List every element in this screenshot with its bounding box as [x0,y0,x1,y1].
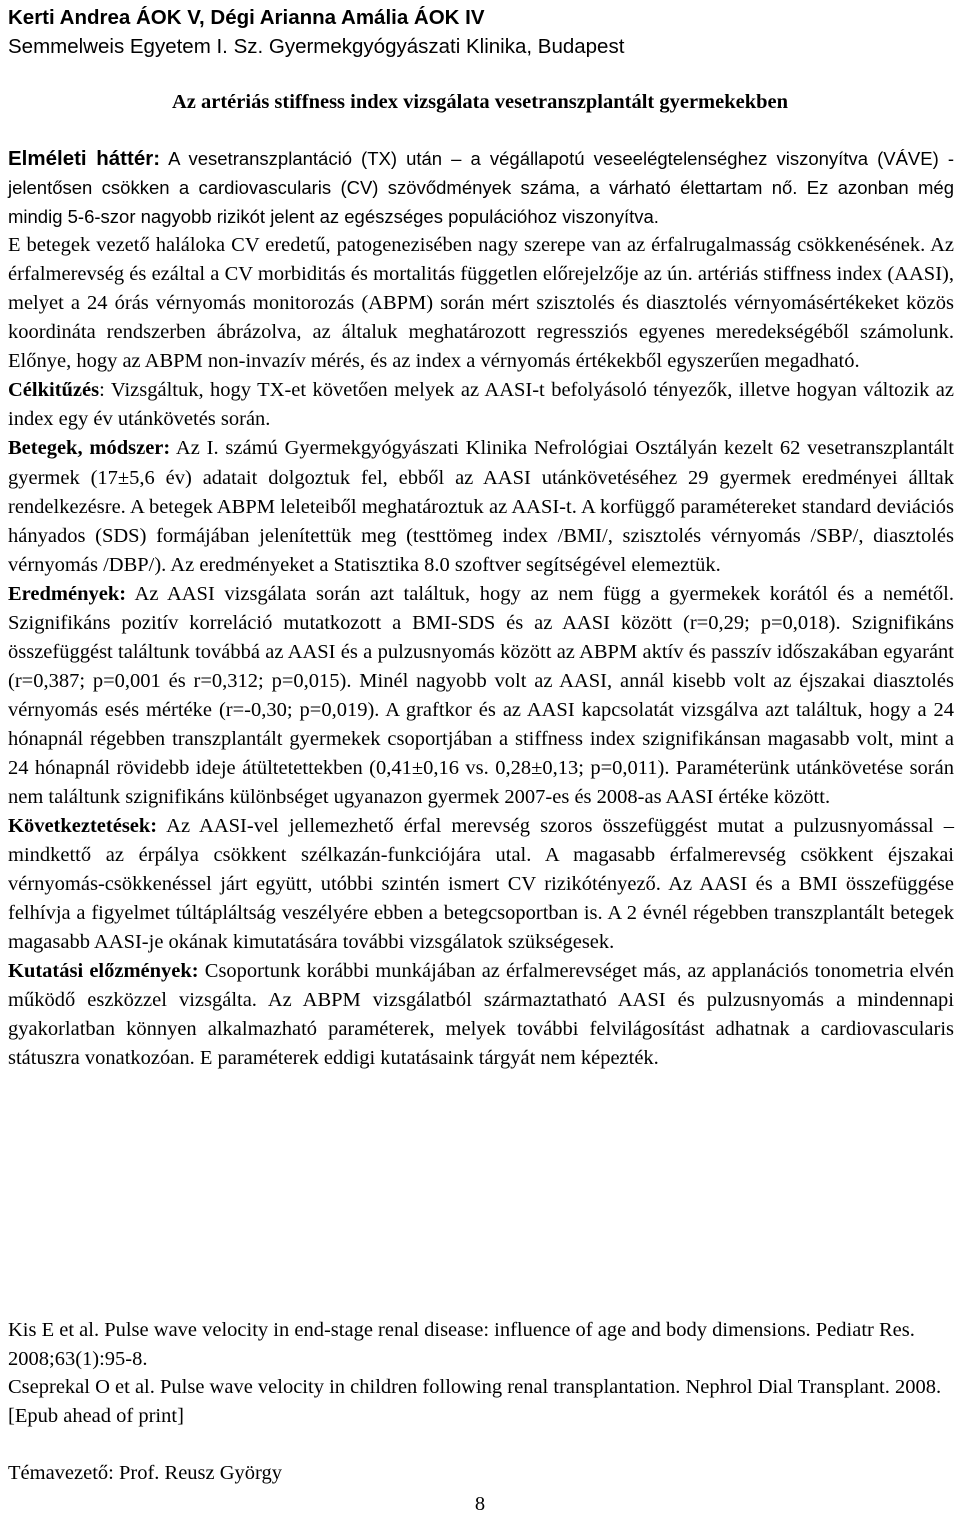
aims-label: Célkitűzés [8,379,100,402]
conclusions-label: Következtetések: [8,815,158,838]
aims-paragraph [8,376,954,434]
page-title: Az artériás stiffness index vizsgálata vesetranszplantált gyermekekben [171,91,789,113]
affiliation: Semmelweis Egyetem I. Sz. Gyermekgyógyászati Klinika, Budapest [8,35,625,58]
background-paragraph [8,144,954,231]
header [8,3,948,61]
background-continued-paragraph [8,231,954,376]
prior-research-label: Kutatási előzmények: [8,960,199,983]
background-text: A vesetranszplantáció (TX) után – a végállapotú veseelégtelenséghez viszonyítva (VÁVE) - jelentősen csökken a cardiovascularis (CV) szövődmények száma, a várható élettartam nő. Ez azonban még mindig 5-6-szor nagyobb rizikót jelent az egészséges populációhoz viszonyítva. [8,148,954,228]
methods-label: Betegek, módszer: [8,437,171,460]
background-label: Elméleti háttér: [8,147,161,170]
supervisor: Témavezető: Prof. Reusz György [8,1462,283,1484]
results-label: Eredmények: [8,582,127,605]
page-number: 8 [474,1493,486,1515]
prior-research-paragraph [8,957,954,1073]
reference-item: Kis E et al. Pulse wave velocity in end-stage renal disease: influence of age and body dimensions. Pediatr Res. 2008;63(1):95-8. [8,1319,915,1370]
background-continued-text: E betegek vezető haláloka CV eredetű, patogenezisében nagy szerepe van az érfalrugalmasság csökkenésének. Az érfalmerevség és ezáltal a CV morbiditás és mortalitás független előrejelzője az ún. artériás stiffness index (AASI), melyet a 24 órás vérnyomás monitorozás (ABPM) során mért szisztolés és diasztolés vérnyomásértékeket közös koordináta rendszerben ábrázolva, az általuk meghatározott regressziós egyenes meredekségéből számolunk. Előnye, hogy az ABPM non-invazív mérés, és az index a vérnyomás értékekből egyszerűen megadható. [8,234,954,373]
methods-paragraph [8,434,954,579]
authors: Kerti Andrea ÁOK V, Dégi Arianna Amália ÁOK IV [8,6,485,29]
reference-item: Cseprekal O et al. Pulse wave velocity in children following renal transplantation. Nephrol Dial Transplant. 2008. [Epub ahead of print] [8,1376,942,1427]
references [8,1316,954,1430]
results-paragraph [8,580,954,812]
aims-text: : Vizsgáltuk, hogy TX-et követően melyek az AASI-t befolyásoló tényezők, illetve hogyan változik az index egy év utánkövetés során. [8,379,954,431]
conclusions-paragraph [8,812,954,957]
results-text: Az AASI vizsgálata során azt találtuk, hogy az nem függ a gyermekek korától és a nemétől. Szignifikáns pozitív korreláció mutatkozott a BMI-SDS és az AASI között (r=0,29; p=0,018). Szignifikáns összefüggést találtunk továbbá az AASI és a pulzusnyomás között az ABPM aktív és passzív időszakában egyaránt (r=0,387; p=0,001 és r=0,312; p=0,015). Minél nagyobb volt az AASI, annál kisebb volt az éjszakai diasztolés vérnyomás esés mértéke (r=-0,30; p=0,019). A graftkor és az AASI kapcsolatát vizsgálva azt találtuk, hogy a 24 hónapnál régebben transzplantált gyermekek csoportjában a stiffness index szignifikánsan magasabb volt, mint a 24 hónapnál rövidebb ideje átültetettekben (0,41±0,16 vs. 0,28±0,13; p=0,011). Paraméterünk utánkövetése során nem találtunk szignifikáns különbséget ugyanazon gyermek 2007-es és 2008-as AASI értéke között. [8,582,954,809]
abstract-body [8,144,954,1074]
prior-research-text: Csoportunk korábbi munkájában az érfalmerevséget más, az applanációs tonometria elvén működő eszközzel vizsgálta. Az ABPM vizsgálatból származtatható AASI és pulzusnyomás a mindennapi gyakorlatban könnyen alkalmazható paraméterek, melyek további felvilágosítást adhatnak a cardiovascularis státuszra vonatkozóan. E paraméterek eddigi kutatásaink tárgyát nem képezték. [8,960,954,1070]
conclusions-text: Az AASI-vel jellemezhető érfal merevség szoros összefüggést mutat a pulzusnyomással – mindkettő az érpálya csökkent szélkazán-funkciójára utal. A magasabb érfalmerevség csökkent éjszakai vérnyomás-csökkenéssel járt együtt, utóbbi szintén ismert CV rizikótényező. Az AASI és a BMI összefüggése felhívja a figyelmet túltápláltság veszélyére ebben a betegcsoportban is. A 2 évnél régebben transzplantált betegek magasabb AASI-je okának kimutatására további vizsgálatok szükségesek. [8,815,954,954]
methods-text: Az I. számú Gyermekgyógyászati Klinika Nefrológiai Osztályán kezelt 62 vesetranszplantált gyermek (17±5,6 év) adatait dolgoztuk fel, ebből az AASI utánkövetéséhez 29 gyermek eredményei álltak rendelkezésre. A betegek ABPM leleteiből meghatároztuk az AASI-t. A korfüggő paramétereket standard deviációs hányados (SDS) formájában jelenítettük meg (testtömeg index /BMI/, szisztolés vérnyomás /SBP/, diasztolés vérnyomás /DBP/). Az eredményeket a Statisztika 8.0 szoftver segítségével elemeztük. [8,437,955,576]
